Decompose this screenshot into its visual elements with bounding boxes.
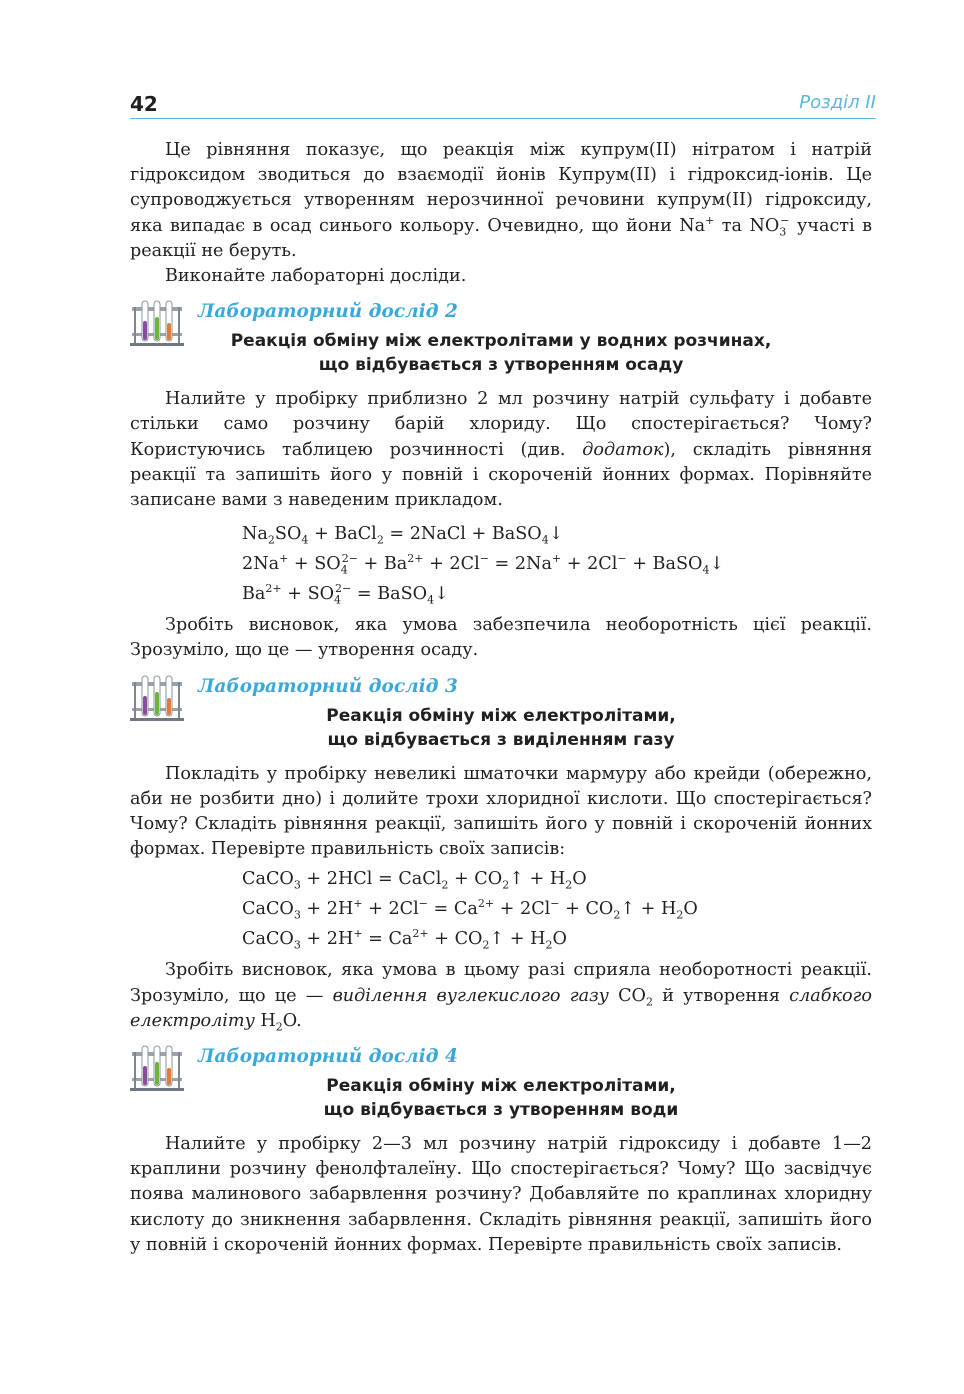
lab-2-block — [130, 299, 872, 376]
lab-2-equations — [242, 519, 872, 609]
page-header — [130, 88, 876, 118]
lab-2-title: Лабораторний дослід 2 — [198, 301, 458, 323]
lab-2-instructions: Налийте у пробірку приблизно 2 мл розчину натрій сульфату і добавте стільки само розчину барій хлориду. Що спостерігається? Чому? Користуючись таблицею розчинності (див. додаток), складіть рівняння реакції та запишіть його у повній і скороченій йонних формах. Порівняйте записане вами з наведеним прикладом. — [130, 389, 873, 511]
lab-3-instructions: Покладіть у пробірку невеликі шматочки мармуру або крейди (обережно, аби не розбити дно) і долийте трохи хлоридної кислоти. Що спостерігається? Чому? Складіть рівняння реакції, запишіть його у повній і скороченій йонних формах. Перевірте правильність своїх записів: — [130, 763, 872, 860]
lab-4-heading: Реакція обміну між електролітами, що відбувається з утворенням води — [323, 1076, 679, 1121]
intro-instruction: Виконайте лабораторні досліди. — [165, 266, 467, 287]
lab-2-heading: Реакція обміну між електролітами у водних розчинах, що відбувається з утворенням осаду — [230, 331, 772, 376]
lab-4-title: Лабораторний дослід 4 — [198, 1046, 458, 1068]
header-rule — [130, 118, 876, 119]
equation: $Na_2SO_4$ + BaCl$_2$ = 2NaCl + BaSO$_4$↓ — [242, 524, 564, 547]
lab-4-instructions: Налийте у пробірку 2—3 мл розчину натрій гідроксиду і добавте 1—2 краплини розчину фенолфталеїну. Що спостерігається? Чому? Що засвідчує поява малинового забарвлення розчину? Добавляйте по краплинах хлоридну кислоту до зникнення забарвлення. Складіть рівняння реакції, запишіть його у повній і скороченій йонних формах. Перевірте правильність своїх записів. — [130, 1134, 872, 1255]
page-number: 42 — [130, 92, 158, 116]
lab-3-title: Лабораторний дослід 3 — [198, 675, 458, 697]
section-title: Розділ II — [799, 92, 876, 113]
lab-3-block — [130, 674, 872, 748]
lab-4-block — [130, 1044, 872, 1121]
lab-2-conclusion: Зробіть висновок, яка умова забезпечила необоротність цієї реакції. Зрозуміло, що це — утворення осаду. — [130, 615, 872, 661]
lab-3-heading: Реакція обміну між електролітами, що відбувається з виділенням газу — [326, 705, 676, 750]
lab-3-conclusion: Зробіть висновок, яка умова в цьому разі сприяла необоротності реакції. Зрозуміло, що це — виділення вуглекислого газу $CO_2$ й утворення слабкого електроліту $H_2O$. — [130, 960, 873, 1034]
equation: CaCO$_3$ + $2H^+ = Ca^{2+}$ + $CO_2↑ + H_2O$ — [242, 927, 567, 952]
page-content — [130, 138, 872, 1258]
equation: $Ba^{2+} + SO_4^{2-}$ = BaSO$_4$↓ — [242, 582, 449, 607]
lab-3-equations — [242, 864, 872, 954]
equation: CaCO$_3$ + 2HCl = CaCl$_2$ + $CO_2↑ + H_2O$ — [242, 869, 587, 892]
appendix-reference: додаток — [582, 439, 664, 460]
equation: $2Na^+ + SO_4^{2-} + Ba^{2+} + 2Cl^- = 2Na^+ + 2Cl^-$ + BaSO$_4$↓ — [242, 552, 725, 577]
intro-paragraph: Це рівняння показує, що реакція між купрум(II) нітратом і натрій гідроксидом зводиться до взаємодії йонів Купрум(II) і гідроксид-іонів. Це супроводжується утворенням нерозчинної речовини купрум(II) гідроксиду, яка випадає в осад синього кольору. Очевидно, що йони Na+ та $NO_3^-$ участі в реакції не беруть. — [130, 140, 873, 261]
equation: CaCO$_3$ + $2H^+ + 2Cl^- = Ca^{2+} + 2Cl^-$ + $CO_2↑ + H_2O$ — [242, 897, 698, 922]
